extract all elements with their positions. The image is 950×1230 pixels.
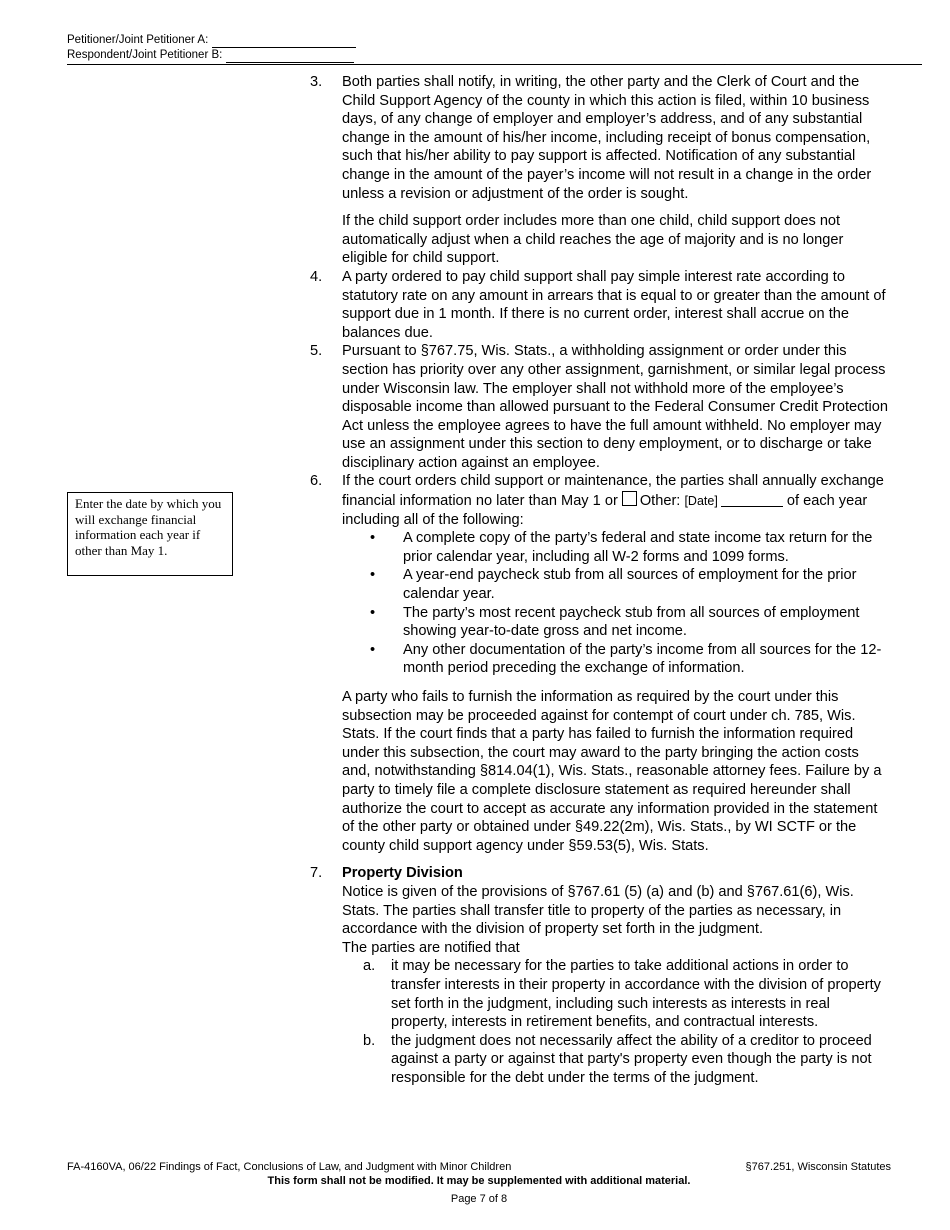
item-5-withholding-text: Pursuant to §767.75, Wis. Stats., a withholding assignment or order under this section has priority over any other assignment, garnishment, or similar legal process under Wisconsin law. The employer shall not withhold more of the employee’s disposable income than allowed pursuant to the Federal Consumer Credit Protection Act unless the employee agrees to have the full amount withheld. No employer may use an assignment under this section to deny employment, or to discharge or take disciplinary action against an employee. bbox=[342, 343, 888, 471]
list-item: • Any other documentation of the party’s income from all sources for the 12-month period preceding the exchange of information. bbox=[342, 641, 890, 678]
item-number: 3. bbox=[310, 74, 323, 90]
header-divider bbox=[67, 64, 922, 65]
list-item bbox=[342, 957, 890, 1031]
modification-notice: This form shall not be modified. It may be supplemented with additional material. bbox=[267, 1175, 691, 1187]
item-5 bbox=[310, 342, 890, 472]
item-number: 6. bbox=[310, 473, 323, 490]
bullet-icon: • bbox=[369, 641, 376, 658]
item-3-multiple-children-text: If the child support order includes more than one child, child support does not automatically adjust when a child reaches the age of majority and is no longer eligible for child support. bbox=[342, 213, 844, 267]
subitem-text: it may be necessary for the parties to take additional actions in order to transfer interests in their property in accordance with the division of property set forth in the judgment, including such interests as interests in real property, interests in retirement benefits, and contractual interests. bbox=[391, 958, 881, 1031]
petitioner-row bbox=[67, 33, 356, 48]
form-body bbox=[310, 73, 890, 1087]
item-7-notified-text: The parties are notified that bbox=[342, 939, 520, 956]
other-label: Other: bbox=[639, 493, 681, 510]
petitioner-label: Petitioner/Joint Petitioner A: bbox=[67, 34, 209, 46]
date-instruction-note: Enter the date by which you will exchange financial information each year if other than May 1. bbox=[67, 492, 233, 576]
property-division-heading: Property Division bbox=[342, 865, 463, 882]
item-number: 4. bbox=[310, 268, 323, 285]
item-3-notification-text: Both parties shall notify, in writing, the other party and the Clerk of Court and the Child Support Agency of the county in which this action is filed, within 10 business days, of any change of employer and employer’s address, and of any substantial change in the amount of his/her income, including receipt of bonus compensation, such that his/her ability to pay support is affected. Notification of any substantial change in the amount of the payer’s income will not result in a change in the order unless a revision or adjustment of the order is sought. bbox=[342, 74, 872, 202]
list-item bbox=[342, 1032, 890, 1088]
notice-subitems bbox=[342, 957, 890, 1087]
respondent-row bbox=[67, 48, 356, 63]
bullet-icon: • bbox=[369, 604, 376, 621]
subitem-letter: b. bbox=[363, 1032, 376, 1049]
list-item: • A year-end paycheck stub from all sources of employment for the prior calendar year. bbox=[342, 566, 890, 603]
page-footer bbox=[67, 1160, 891, 1206]
statute-reference: §767.251, Wisconsin Statutes bbox=[745, 1161, 891, 1173]
list-item: • A complete copy of the party’s federal and state income tax return for the prior calendar year, including all W-2 forms and 1099 forms. bbox=[342, 529, 890, 566]
item-4-interest-text: A party ordered to pay child support shall pay simple interest rate according to statutory rate on any amount in arrears that is equal to or greater than the amount of support due in 1 month. If there is no current order, interest shall accrue on the balances due. bbox=[342, 268, 886, 341]
item-4 bbox=[310, 268, 890, 342]
page-number: Page 7 of 8 bbox=[450, 1193, 508, 1205]
subitem-letter: a. bbox=[363, 958, 376, 975]
item-7-notice-text: Notice is given of the provisions of §767.61 (5) (a) and (b) and §767.61(6), Wis. Stats. The parties shall transfer title to property of the parties as necessary, in accordance with the division of property set forth in the judgment. bbox=[342, 883, 854, 938]
item-6-contempt-text: A party who fails to furnish the information as required by the court under this subsection may be proceeded against for contempt of court under ch. 785, Wis. Stats. If the court finds that a party has failed to furnish the information required under this subsection, the court may award to the party bringing the action costs and, notwithstanding §814.04(1), Wis. Stats., reasonable attorney fees. Failure by a party to timely file a complete disclosure statement as required hereunder shall authorize the court to accept as accurate any information provided in the statement of the other party or obtained under §49.22(2m), Wis. Stats., by WI SCTF or the county child support agency under §59.53(5), Wis. Stats. bbox=[342, 689, 882, 854]
other-date-field[interactable] bbox=[721, 494, 783, 507]
petitioner-name-field[interactable] bbox=[212, 35, 356, 48]
item-6 bbox=[310, 472, 890, 855]
list-item: • The party’s most recent paycheck stub from all sources of employment showing year-to-date gross and net income. bbox=[342, 604, 890, 641]
item-number: 5. bbox=[310, 343, 323, 360]
item-3 bbox=[310, 73, 890, 268]
form-info: FA-4160VA, 06/22 Findings of Fact, Conclusions of Law, and Judgment with Minor Children bbox=[67, 1161, 512, 1173]
respondent-name-field[interactable] bbox=[226, 50, 354, 63]
item-number: 7. bbox=[310, 865, 323, 882]
date-field-label: [Date] bbox=[684, 494, 718, 509]
bullet-icon: • bbox=[369, 567, 376, 584]
other-date-checkbox[interactable] bbox=[622, 491, 637, 506]
item-7 bbox=[310, 864, 890, 1087]
respondent-label: Respondent/Joint Petitioner B: bbox=[67, 49, 223, 61]
item-6-intro: If the court orders child support or maintenance, the parties shall annually exchange financial information no later than May 1 or bbox=[342, 473, 884, 510]
case-header bbox=[67, 33, 356, 63]
financial-documents-list bbox=[342, 529, 890, 678]
subitem-text: the judgment does not necessarily affect the ability of a creditor to proceed against a party or against that party's property even though the party is not responsible for the debt under the terms of the judgment. bbox=[391, 1032, 872, 1086]
item-6-intro-continued: of each year including all of the following: bbox=[342, 493, 868, 528]
bullet-icon: • bbox=[369, 530, 376, 547]
